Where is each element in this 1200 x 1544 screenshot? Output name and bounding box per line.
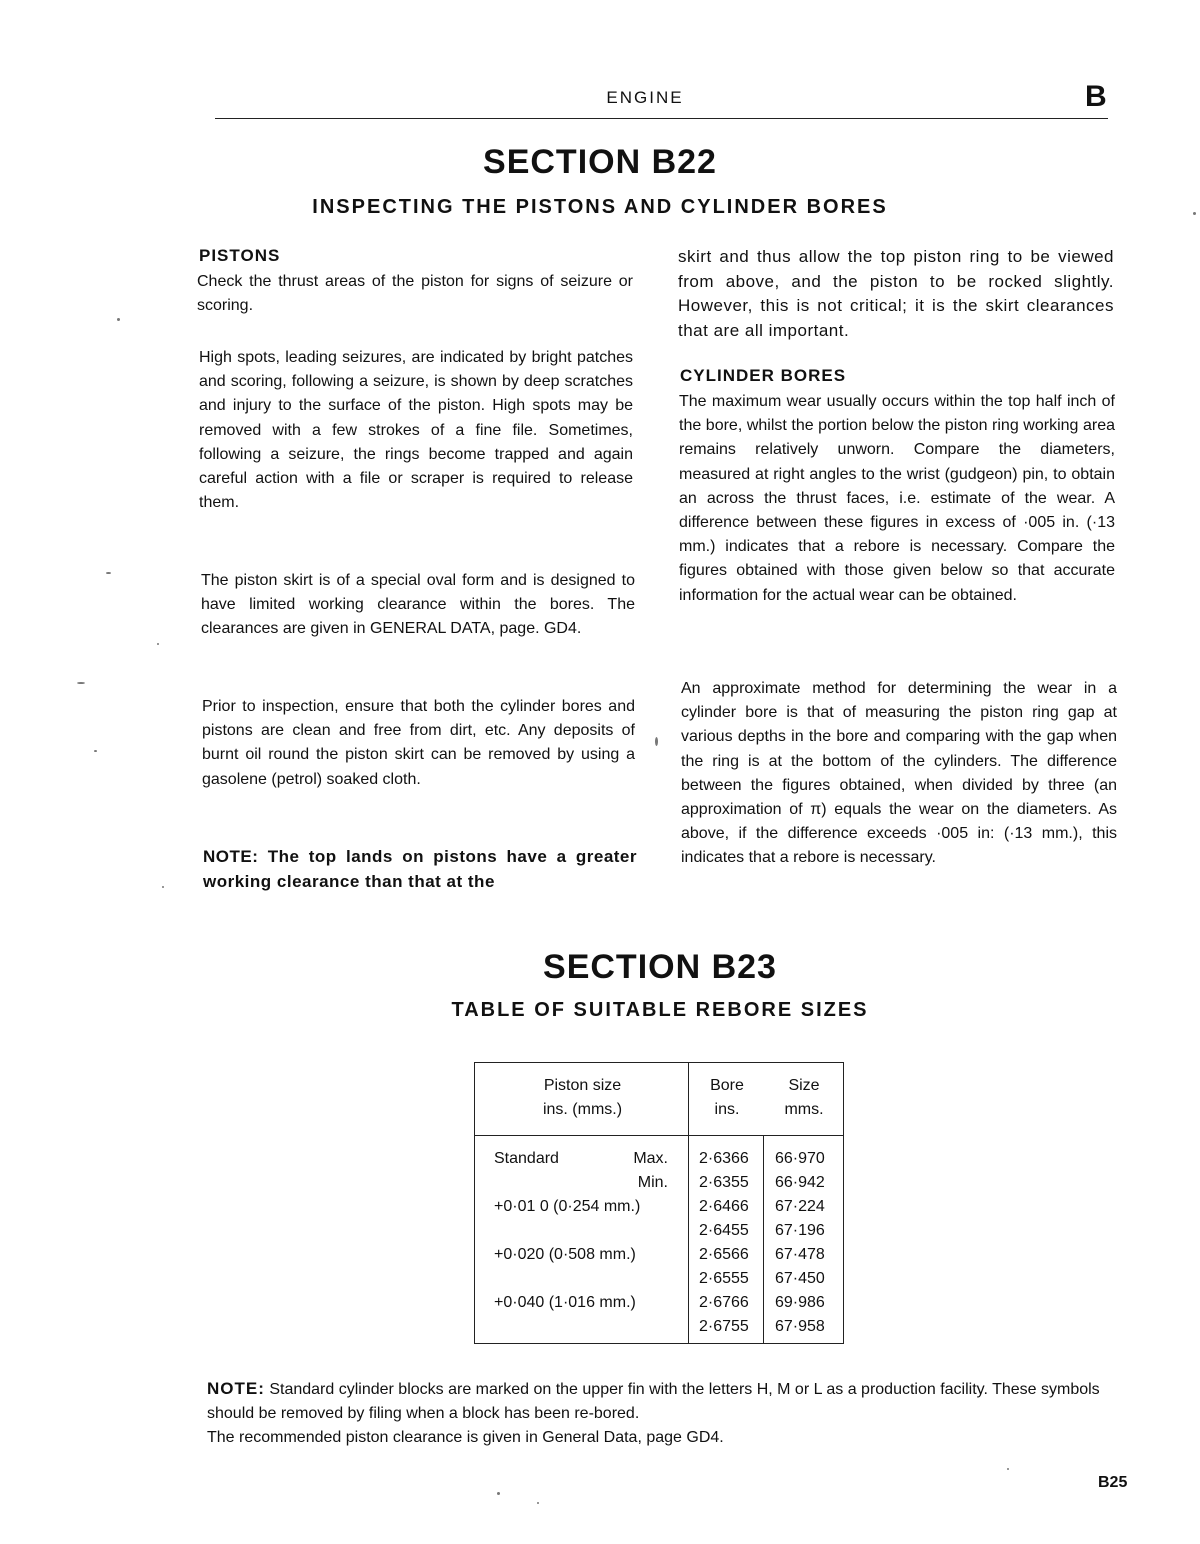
table-row-sub: Min.: [637, 1174, 668, 1191]
table-cell-ins: 2·6466: [699, 1198, 749, 1215]
scan-speck: [106, 572, 111, 574]
page-header-letter: B: [1085, 80, 1107, 113]
scan-speck: [157, 643, 159, 645]
scan-speck: [537, 1502, 539, 1504]
col-piston-size-header: Piston size: [543, 1077, 622, 1094]
table-cell-mms: 67·450: [775, 1270, 825, 1287]
scan-speck: [117, 318, 120, 321]
footnote-label: NOTE:: [207, 1379, 265, 1398]
table-cell-mms: 67·196: [775, 1222, 825, 1239]
pistons-heading: PISTONS: [199, 246, 281, 265]
table-row-label: Standard: [494, 1150, 559, 1167]
table-cell-mms: 66·970: [775, 1150, 825, 1167]
pistons-para-4: Prior to inspection, ensure that both the cylinder bores and pistons are clean and free from dirt, etc. Any deposits of burnt oil round the piston skirt can be removed by using a gasolene (petrol) soaked cloth.: [202, 698, 635, 788]
table-cell-ins: 2·6366: [699, 1150, 749, 1167]
table-row-label: +0·020 (0·508 mm.): [494, 1246, 636, 1263]
table-cell-mms: 67·958: [775, 1318, 825, 1335]
header-rule: [215, 118, 1108, 119]
scan-speck: [655, 737, 658, 746]
table-divider: [763, 1135, 764, 1343]
col-size-units: mms.: [784, 1101, 824, 1118]
pistons-para-2: High spots, leading seizures, are indicated by bright patches and scoring, following a seizure, is shown by deep scratches and injury to the surface of the piston. High spots may be removed with a few strokes of a fine file. Sometimes, following a seizure, the rings become trapped and again careful action with a file or scraper is required to release them.: [199, 349, 633, 512]
table-header-rule: [475, 1135, 843, 1136]
pistons-para-1: Check the thrust areas of the piston for signs of seizure or scoring.: [197, 273, 633, 315]
table-cell-ins: 2·6555: [699, 1270, 749, 1287]
scan-speck: [77, 682, 85, 684]
table-cell-mms: 67·478: [775, 1246, 825, 1263]
table-row-label: +0·01 0 (0·254 mm.): [494, 1198, 641, 1215]
page-number: B25: [1098, 1474, 1128, 1491]
pistons-note: NOTE: The top lands on pistons have a greater working clearance than that at the: [203, 847, 637, 891]
table-cell-mms: 67·224: [775, 1198, 825, 1215]
table-row-label: +0·040 (1·016 mm.): [494, 1294, 636, 1311]
bores-para-2: An approximate method for determining the wear in a cylinder bore is that of measuring the piston ring gap at various depths in the bore and comparing with the gap when the ring is at the bottom of the cylinders. The difference between the figures obtained, when divided by three (an approximation of π) equals the wear on the diameters. As above, if the difference exceeds ·005 in: (·13 mm.), this indicates that a rebore is necessary.: [681, 680, 1117, 867]
bores-para-1: The maximum wear usually occurs within the top half inch of the bore, whilst the portion below the piston ring working area remains relatively unworn. Compare the diameters, measured at right angles to the wrist (gudgeon) pin, to obtain an across the thrust faces, i.e. estimate of the wear. A difference between these figures in excess of ·005 in. (·13 mm.) indicates that a rebore is necessary. Compare the figures obtained with those given below so that accurate information for the actual wear can be obtained.: [679, 393, 1115, 604]
rebore-sizes-table: [474, 1062, 844, 1344]
pistons-para-3: The piston skirt is of a special oval form and is designed to have limited working clearance within the bores. The clearances are given in GENERAL DATA, page. GD4.: [201, 572, 635, 638]
section-b22-subtitle: INSPECTING THE PISTONS AND CYLINDER BORES: [312, 196, 888, 218]
table-cell-ins: 2·6755: [699, 1318, 749, 1335]
pistons-note-continued: skirt and thus allow the top piston ring to be viewed from above, and the piston to be rocked slightly. However, this is not critical; it is the skirt clearances that are all important.: [678, 247, 1114, 340]
section-b23-subtitle: TABLE OF SUITABLE REBORE SIZES: [451, 999, 869, 1021]
table-cell-ins: 2·6455: [699, 1222, 749, 1239]
table-cell-ins: 2·6566: [699, 1246, 749, 1263]
col-size-header: Size: [788, 1077, 820, 1094]
table-row-sub: Max.: [633, 1150, 668, 1167]
table-cell-mms: 66·942: [775, 1174, 825, 1191]
scan-speck: [1193, 212, 1196, 215]
scan-speck: [1007, 1468, 1009, 1470]
footnote-line-2: The recommended piston clearance is given in General Data, page GD4.: [207, 1429, 724, 1446]
col-piston-size-units: ins. (mms.): [542, 1101, 623, 1118]
table-cell-ins: 2·6355: [699, 1174, 749, 1191]
page-header-title: ENGINE: [606, 88, 684, 107]
footnote-text: Standard cylinder blocks are marked on the upper fin with the letters H, M or L as a production facility. These symbols should be removed by filing when a block has been re-bored.: [207, 1381, 1100, 1422]
footnote: [207, 1377, 1137, 1450]
section-b23-title: SECTION B23: [543, 948, 777, 986]
table-cell-mms: 69·986: [775, 1294, 825, 1311]
col-bore-header: Bore: [710, 1077, 744, 1094]
section-b22-title: SECTION B22: [483, 143, 717, 181]
scan-speck: [162, 886, 164, 888]
table-divider: [688, 1063, 689, 1343]
scan-speck: [94, 750, 97, 752]
col-bore-units: ins.: [714, 1101, 740, 1118]
cylinder-bores-heading: CYLINDER BORES: [680, 366, 847, 385]
table-cell-ins: 2·6766: [699, 1294, 749, 1311]
scan-speck: [497, 1492, 500, 1495]
